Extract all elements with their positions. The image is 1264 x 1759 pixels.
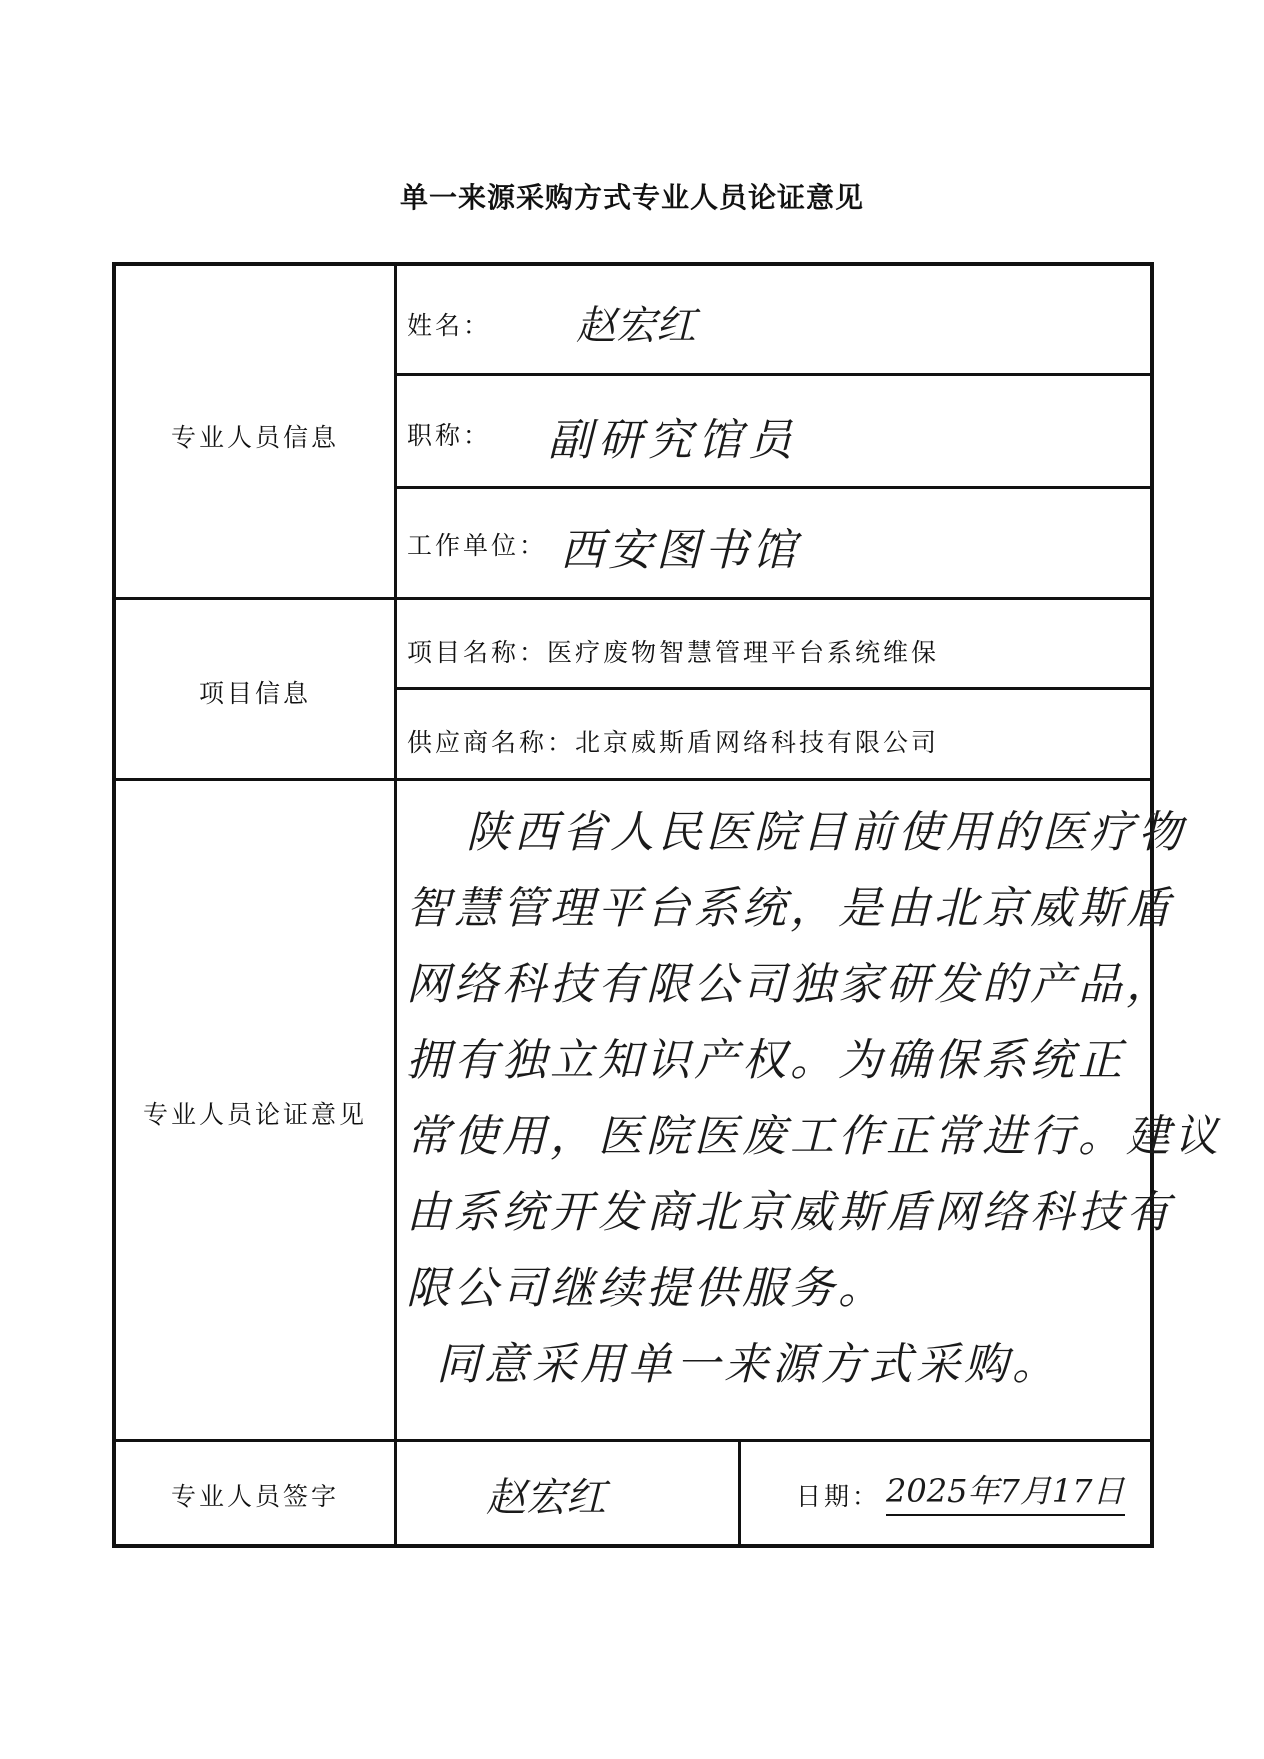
- opinion-line: 由系统开发商北京威斯盾网络科技有: [406, 1187, 1174, 1238]
- column-divider: [738, 1439, 741, 1544]
- project-name-value: 医疗废物智慧管理平台系统维保: [547, 638, 940, 667]
- row-divider: [397, 687, 1150, 690]
- row-divider: [116, 778, 1150, 781]
- personnel-info-label: 专业人员信息: [170, 423, 339, 452]
- title-handwritten: 副研究馆员: [548, 415, 798, 466]
- org-handwritten: 西安图书馆: [560, 525, 800, 576]
- date-label: 日期：: [796, 1482, 881, 1511]
- opinion-line: 限公司继续提供服务。: [406, 1263, 886, 1314]
- opinion-label: 专业人员论证意见: [142, 1100, 367, 1129]
- row-divider: [116, 597, 1150, 600]
- date-handwritten: 2025年7月17日: [886, 1466, 1125, 1516]
- supplier-value: 北京威斯盾网络科技有限公司: [575, 728, 940, 757]
- opinion-line: 网络科技有限公司独家研发的产品，: [406, 959, 1174, 1010]
- supplier-field: [407, 723, 939, 759]
- signature-handwritten: 赵宏红: [486, 1475, 606, 1521]
- title-label: 职称：: [407, 421, 492, 450]
- column-divider: [394, 266, 397, 1544]
- name-handwritten: 赵宏红: [576, 303, 696, 349]
- project-name-field: [407, 633, 939, 669]
- project-info-label: 项目信息: [198, 679, 311, 708]
- name-label: 姓名：: [407, 311, 492, 340]
- opinion-line: 常使用，医院医废工作正常进行。建议: [406, 1111, 1222, 1162]
- form-table: [112, 262, 1222, 1548]
- row-divider: [397, 373, 1150, 376]
- opinion-text-block: [406, 796, 1222, 1436]
- project-name-label: 项目名称：: [407, 638, 548, 667]
- row-divider: [397, 486, 1150, 489]
- org-label: 工作单位：: [407, 531, 548, 560]
- opinion-line: 陕西省人民医院目前使用的医疗物: [466, 807, 1186, 858]
- document-title: 单一来源采购方式专业人员论证意见: [399, 181, 864, 214]
- opinion-line: 拥有独立知识产权。为确保系统正: [406, 1035, 1126, 1086]
- row-divider: [116, 1439, 1150, 1442]
- supplier-label: 供应商名称：: [407, 728, 576, 757]
- opinion-line: 同意采用单一来源方式采购。: [436, 1339, 1060, 1390]
- opinion-line: 智慧管理平台系统，是由北京威斯盾: [406, 883, 1174, 934]
- signature-label: 专业人员签字: [170, 1482, 339, 1511]
